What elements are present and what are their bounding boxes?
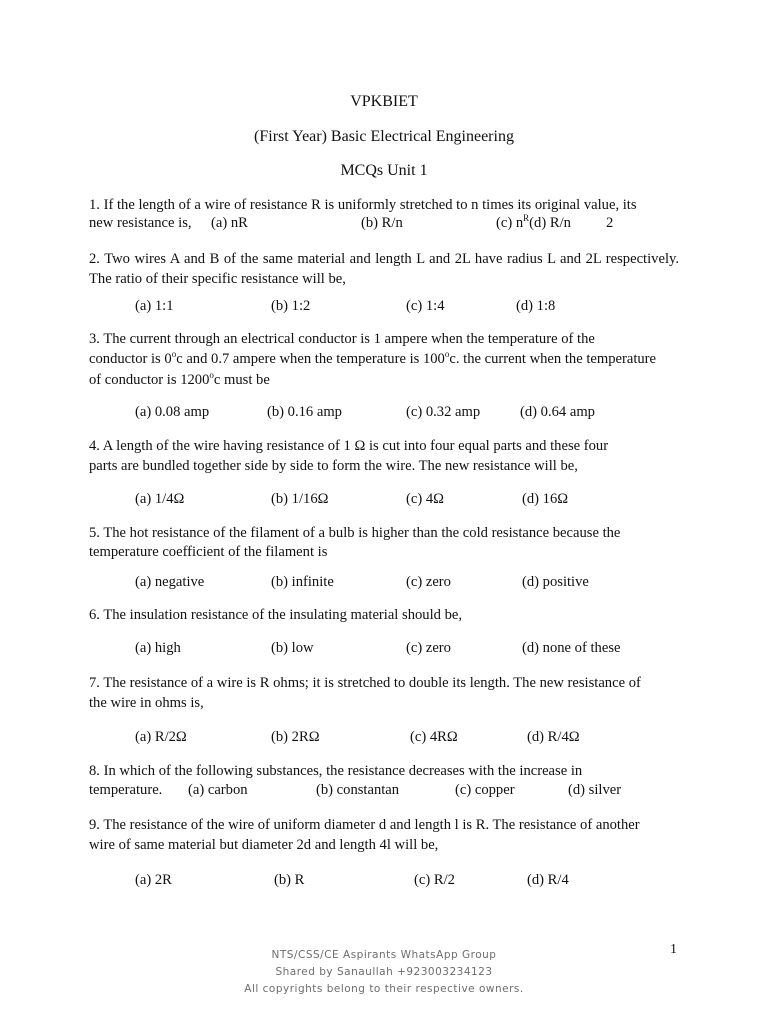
question-2-text: 2. Two wires A and B of the same material and length L and 2L have radius L and 2L respectively. The ratio of their specific resistance will be,	[89, 251, 679, 287]
question-6-option-b: (b) low	[271, 640, 314, 656]
question-3-line-3: of conductor is 1200$^o$c must be	[89, 370, 270, 388]
question-2-option-b: (b) 1:2	[271, 298, 311, 314]
question-9-option-c: (c) R/2	[414, 872, 455, 888]
question-6-option-a: (a) high	[135, 640, 181, 656]
question-7-line-1: 7. The resistance of a wire is R ohms; it is stretched to double its length. The new resistance of	[89, 675, 641, 691]
question-3-options	[0, 404, 768, 424]
document-course-title: (First Year) Basic Electrical Engineering	[254, 128, 514, 145]
question-2-option-d: (d) 1:8	[516, 298, 556, 314]
question-1-line-2: new resistance is,	[89, 215, 192, 231]
question-6-option-d: (d) none of these	[522, 640, 621, 656]
footer-copyright-line: All copyrights belong to their respective owners.	[244, 983, 524, 995]
question-6-options	[0, 640, 768, 660]
question-6-text: 6. The insulation resistance of the insulating material should be,	[89, 607, 463, 623]
question-2-option-c: (c) 1:4	[406, 298, 445, 314]
question-8-line-2: temperature.	[89, 782, 163, 798]
question-7-options	[0, 729, 768, 749]
question-9-option-d: (d) R/4	[527, 872, 569, 888]
question-5-option-c: (c) zero	[406, 574, 451, 590]
question-4-option-d: (d) 16Ω	[522, 491, 569, 507]
question-7-option-d: (d) R/4Ω	[527, 729, 580, 745]
question-9-option-b: (b) R	[274, 872, 305, 888]
question-4-option-c: (c) 4Ω	[406, 491, 444, 507]
question-5-options	[0, 574, 768, 594]
question-5-line-2: temperature coefficient of the filament is	[89, 544, 328, 560]
question-4-line-2: parts are bundled together side by side to form the wire. The new resistance will be,	[89, 458, 578, 474]
question-1-line-1: 1. If the length of a wire of resistance R is uniformly stretched to n times its original value, its	[89, 197, 637, 213]
footer-shared-by-line: Shared by Sanaullah +923003234123	[275, 966, 493, 978]
question-9-line-1: 9. The resistance of the wire of uniform diameter d and length l is R. The resistance of another	[89, 817, 640, 833]
footer	[0, 947, 768, 998]
question-5-option-b: (b) infinite	[271, 574, 334, 590]
question-4-option-b: (b) 1/16Ω	[271, 491, 329, 507]
question-3-line-2: conductor is 0$^o$c and 0.7 ampere when the temperature is 100$^o$c. the current when the temperature	[89, 349, 657, 367]
question-6-option-c: (c) zero	[406, 640, 451, 656]
question-8-option-c: (c) copper	[455, 782, 515, 798]
question-8-option-b: (b) constantan	[316, 782, 400, 798]
footer-group-line: NTS/CSS/CE Aspirants WhatsApp Group	[271, 949, 497, 961]
question-5-option-a: (a) negative	[135, 574, 205, 590]
question-2-option-a: (a) 1:1	[135, 298, 174, 314]
page-number: 1	[670, 942, 677, 957]
question-3-option-b: (b) 0.16 amp	[267, 404, 342, 420]
document-unit-title: MCQs Unit 1	[340, 162, 428, 179]
question-1-option-d: 2	[606, 215, 614, 231]
question-7-option-a: (a) R/2Ω	[135, 729, 187, 745]
question-1-option-a: (a) nR	[211, 215, 248, 231]
document-institute: VPKBIET	[350, 93, 418, 110]
question-3-option-d: (d) 0.64 amp	[520, 404, 595, 420]
question-3-option-c: (c) 0.32 amp	[406, 404, 481, 420]
question-9-option-a: (a) 2R	[135, 872, 172, 888]
question-4-options	[0, 491, 768, 511]
question-1-option-b: (b) R/n	[361, 215, 403, 231]
question-8-option-d: (d) silver	[568, 782, 622, 798]
question-3-option-a: (a) 0.08 amp	[135, 404, 210, 420]
question-9-options	[0, 872, 768, 892]
question-7-option-b: (b) 2RΩ	[271, 729, 320, 745]
question-3-line-1: 3. The current through an electrical conductor is 1 ampere when the temperature of the	[89, 331, 595, 347]
question-8-line-1: 8. In which of the following substances, the resistance decreases with the increase in	[89, 763, 583, 779]
question-1-option-c: (c) $n^R(d)$ R/n	[496, 213, 571, 231]
question-9-line-2: wire of same material but diameter 2d and length 4l will be,	[89, 837, 439, 853]
question-2-options	[0, 298, 768, 318]
question-4-option-a: (a) 1/4Ω	[135, 491, 185, 507]
question-7-option-c: (c) 4RΩ	[410, 729, 458, 745]
question-5-line-1: 5. The hot resistance of the filament of a bulb is higher than the cold resistance because the	[89, 525, 621, 541]
question-5-option-d: (d) positive	[522, 574, 589, 590]
question-8-option-a: (a) carbon	[188, 782, 248, 798]
question-4-line-1: 4. A length of the wire having resistance of 1 Ω is cut into four equal parts and these four	[89, 438, 609, 454]
question-7-line-2: the wire in ohms is,	[89, 695, 204, 711]
